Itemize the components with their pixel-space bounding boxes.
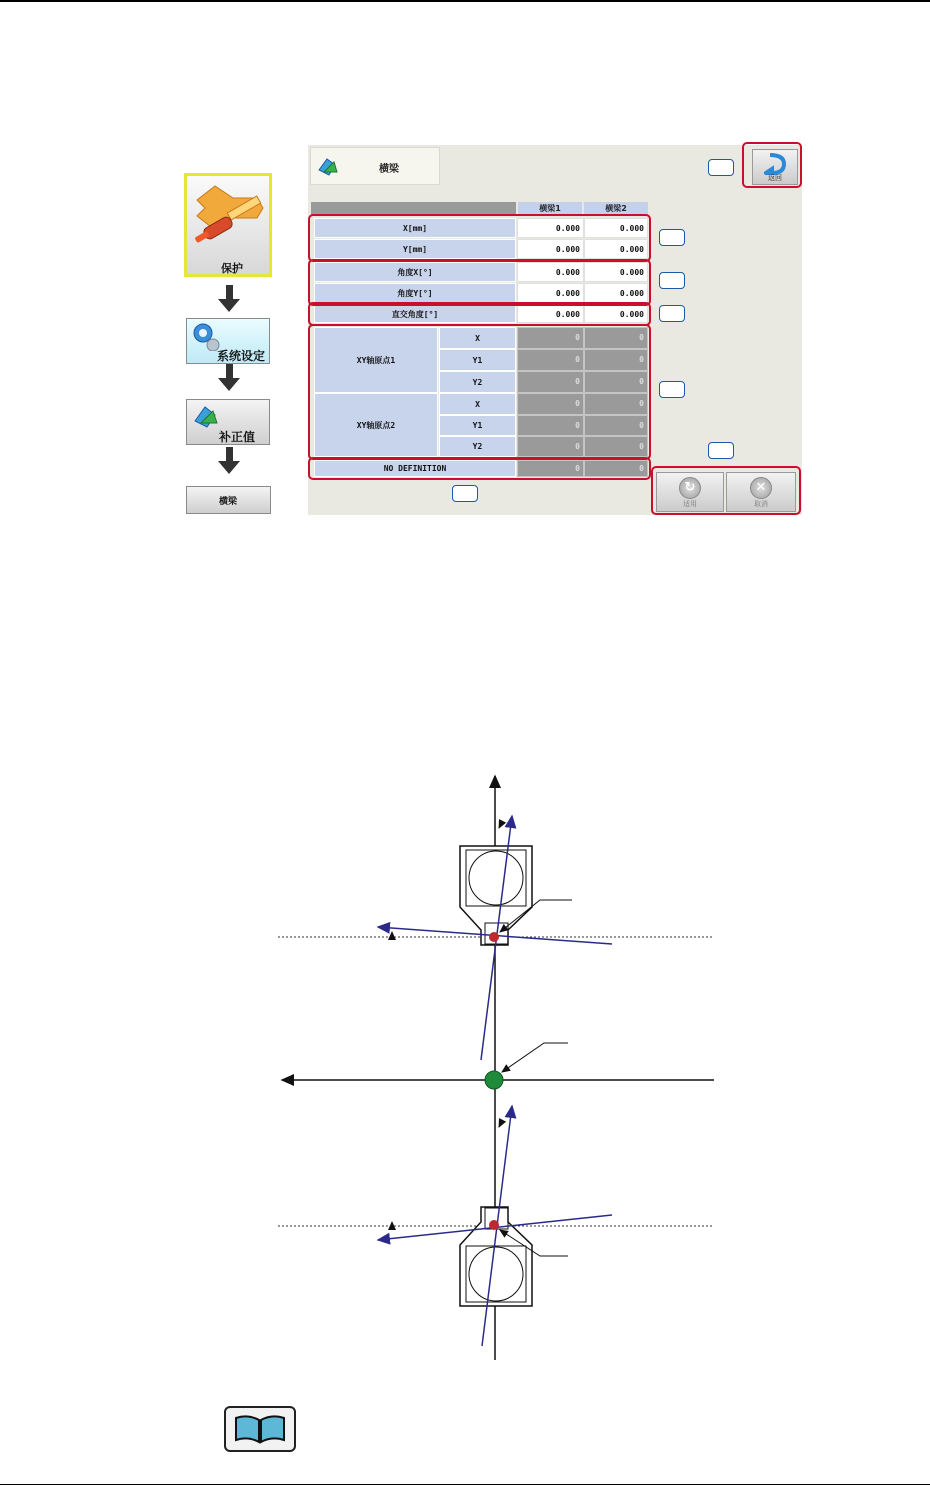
value-y-beam2[interactable]: 0.000	[584, 239, 648, 259]
value-y-beam1[interactable]: 0.000	[517, 239, 584, 259]
lower-head-point	[489, 1220, 499, 1230]
no-definition-beam2: 0	[584, 460, 648, 477]
top-rule	[0, 0, 930, 2]
origin1-axis-x: X	[439, 327, 516, 349]
callout-marker	[659, 229, 685, 246]
highlight-orthogonal	[308, 302, 651, 326]
correction-icon	[317, 156, 343, 178]
beam-geometry-diagram	[0, 760, 930, 1380]
correction-value-button[interactable]	[186, 399, 270, 445]
beam-label: 横梁	[219, 497, 238, 507]
callout-marker	[659, 381, 685, 398]
value-angle-x-beam1[interactable]: 0.000	[517, 262, 584, 282]
callout-marker	[708, 442, 734, 459]
xy-origin2-label: XY轴原点2	[314, 393, 438, 457]
origin1-y1-beam1: 0	[517, 349, 584, 371]
highlight-return	[742, 142, 802, 188]
origin2-axis-y2: Y2	[439, 436, 516, 457]
screen-title: 横梁	[379, 164, 399, 175]
origin1-axis-y1: Y1	[439, 349, 516, 371]
origin1-axis-y2: Y2	[439, 371, 516, 393]
system-settings-button[interactable]	[186, 318, 270, 364]
origin2-x-beam2: 0	[584, 393, 648, 415]
maintenance-label: 保护	[221, 262, 243, 275]
wrench-screwdriver-icon	[187, 178, 269, 254]
row-label-angle-y: 角度Y[°]	[314, 283, 516, 303]
origin2-y1-beam1: 0	[517, 415, 584, 436]
no-definition-beam1: 0	[517, 460, 584, 477]
correction-icon	[191, 403, 221, 431]
beam-button[interactable]	[186, 486, 271, 514]
row-label-y: Y[mm]	[314, 239, 516, 259]
value-x-beam2[interactable]: 0.000	[584, 218, 648, 238]
correction-value-label: 补正值	[219, 430, 256, 444]
upper-head-point	[489, 932, 499, 942]
callout-marker	[659, 305, 685, 322]
origin1-y1-beam2: 0	[584, 349, 648, 371]
apply-label: 适用	[683, 500, 697, 508]
bottom-rule	[0, 1484, 930, 1485]
column-header-beam2: 横梁2	[584, 202, 648, 215]
cancel-label: 取消	[754, 500, 768, 508]
callout-marker	[708, 159, 734, 176]
origin2-axis-y1: Y1	[439, 415, 516, 436]
highlight-action-buttons	[651, 466, 801, 515]
beam-settings-screen	[308, 145, 802, 515]
origin2-y2-beam2: 0	[584, 436, 648, 457]
row-label-orthogonal-angle: 直交角度[°]	[314, 305, 516, 323]
highlight-origin-group	[308, 324, 651, 460]
value-angle-y-beam2[interactable]: 0.000	[584, 283, 648, 303]
value-angle-x-beam2[interactable]: 0.000	[584, 262, 648, 282]
value-angle-y-beam1[interactable]: 0.000	[517, 283, 584, 303]
origin2-x-beam1: 0	[517, 393, 584, 415]
origin2-y1-beam2: 0	[584, 415, 648, 436]
origin-point	[485, 1071, 503, 1089]
system-settings-label: 系统设定	[217, 349, 266, 363]
callout-marker	[659, 272, 685, 289]
row-label-x: X[mm]	[314, 218, 516, 238]
origin1-x-beam2: 0	[584, 327, 648, 349]
upper-head-shape	[460, 846, 532, 945]
callout-marker	[452, 485, 478, 502]
book-icon	[224, 1406, 296, 1452]
origin1-x-beam1: 0	[517, 327, 584, 349]
value-x-beam1[interactable]: 0.000	[517, 218, 584, 238]
highlight-no-definition	[308, 457, 651, 480]
origin1-y2-beam2: 0	[584, 371, 648, 393]
refresh-icon: ↻	[679, 477, 701, 499]
xy-origin1-label: XY轴原点1	[314, 327, 438, 393]
return-label: 返回	[768, 174, 782, 182]
value-orthogonal-beam1[interactable]: 0.000	[517, 305, 584, 323]
highlight-xy-group	[308, 214, 651, 262]
value-orthogonal-beam2[interactable]: 0.000	[584, 305, 648, 323]
no-definition-label: NO DEFINITION	[314, 460, 516, 477]
origin2-axis-x: X	[439, 393, 516, 415]
maintenance-button[interactable]	[184, 173, 272, 277]
leader-line-origin	[502, 1043, 568, 1072]
row-label-angle-x: 角度X[°]	[314, 262, 516, 282]
origin1-y2-beam1: 0	[517, 371, 584, 393]
screen-title-bar	[310, 147, 440, 185]
origin2-y2-beam1: 0	[517, 436, 584, 457]
highlight-angle-group	[308, 259, 651, 306]
close-icon: ✕	[750, 477, 772, 499]
column-header-beam1: 横梁1	[518, 202, 582, 215]
